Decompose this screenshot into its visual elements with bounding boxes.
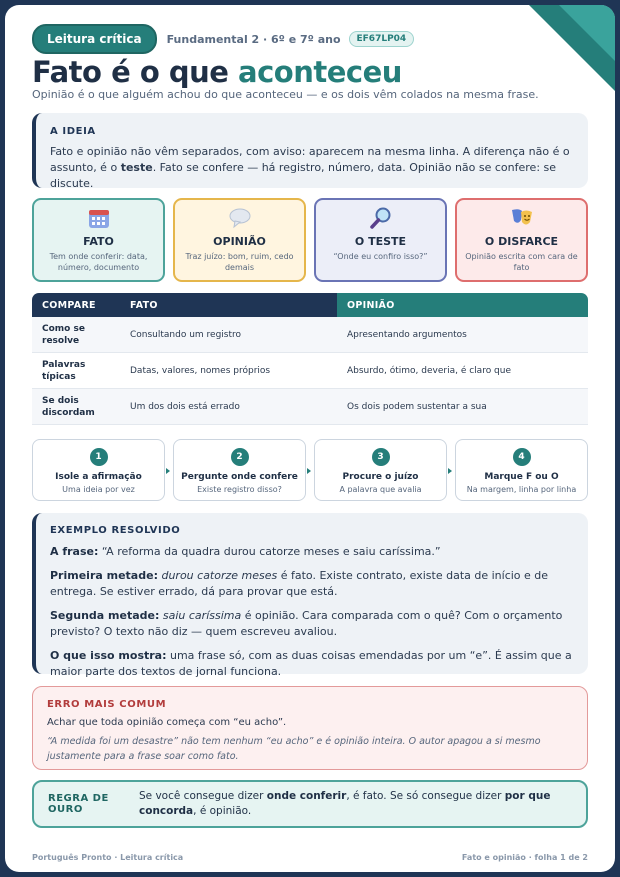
error-quote: “A medida foi um desastre” não tem nenhum “eu acho” e é opinião inteira. O autor apagou a si mesmo justamente para a frase soar como fato. — [47, 736, 541, 762]
title-accent: aconteceu — [238, 55, 402, 89]
table-row — [32, 317, 588, 353]
example-lead: Primeira metade: — [50, 569, 158, 582]
card-desc: Traz juízo: bom, ruim, cedo demais — [185, 252, 294, 272]
arrow-icon — [166, 468, 170, 474]
step-card — [455, 439, 588, 501]
calendar-icon — [34, 207, 163, 231]
comparison-table — [32, 293, 588, 425]
step-card — [32, 439, 165, 501]
card-title: OPINIÃO — [213, 235, 266, 248]
concept-cards — [32, 198, 588, 282]
idea-text-1: Fato e opinião não vêm separados, com aviso: aparecem na mesma linha. A diferença não é o assunto, é o — [50, 145, 570, 174]
steps-row — [32, 439, 588, 501]
card-desc: Opinião escrita com cara de fato — [465, 252, 578, 272]
step-number: 1 — [90, 448, 108, 466]
idea-box — [32, 113, 588, 188]
example-box — [32, 513, 588, 678]
golden-rule-box — [32, 780, 588, 828]
arrow-icon — [307, 468, 311, 474]
example-text: é fato. Existe contrato, existe data de início e de entrega. Se estiver errado, dá para provar que está. — [50, 569, 549, 598]
rule-bold-2: por que concorda — [139, 790, 551, 817]
step-number: 2 — [231, 448, 249, 466]
footer-left: Português Pronto · Leitura crítica — [32, 853, 184, 862]
cell-opiniao: Apresentando argumentos — [347, 329, 467, 340]
error-label: ERRO MAIS COMUM — [47, 699, 167, 710]
rule-label: REGRA DE OURO — [48, 793, 109, 815]
cell-fato: Datas, valores, nomes próprios — [130, 365, 271, 376]
grade-label: Fundamental 2 · 6º e 7º ano — [166, 32, 341, 46]
skill-code-badge: EF67LP04 — [349, 31, 415, 47]
example-italic: durou catorze meses — [161, 569, 278, 582]
title-part-1: Fato é o que — [32, 55, 239, 89]
header — [32, 25, 595, 53]
rule-text-2: , é fato. Se só consegue dizer — [346, 790, 505, 802]
row-label: Palavras típicas — [42, 359, 86, 382]
cell-opiniao: Os dois podem sustentar a sua — [347, 401, 487, 412]
cell-fato: Consultando um registro — [130, 329, 242, 340]
page-title — [32, 55, 402, 89]
idea-text — [50, 144, 574, 192]
table-header — [32, 293, 588, 317]
card-desc: “Onde eu confiro isso?” — [333, 252, 428, 261]
card-title: O DISFARCE — [484, 235, 559, 248]
idea-text-bold: teste — [120, 161, 153, 174]
speech-bubble-icon — [175, 207, 304, 231]
row-label: Como se resolve — [42, 323, 85, 346]
step-card — [314, 439, 447, 501]
example-paragraph — [50, 568, 574, 600]
example-lead: Segunda metade: — [50, 609, 160, 622]
cell-opiniao: Absurdo, ótimo, deveria, é claro que — [347, 365, 512, 376]
idea-label: A IDEIA — [50, 126, 96, 137]
page-subtitle: Opinião é o que alguém achou do que aconteceu — e os dois vêm colados na mesma frase. — [32, 88, 539, 101]
step-title: Pergunte onde confere — [181, 472, 298, 482]
theater-masks-icon — [457, 207, 586, 231]
example-lead: O que isso mostra: — [50, 649, 167, 662]
rule-text-1: Se você consegue dizer — [139, 790, 267, 802]
header-compare: COMPARE — [32, 293, 120, 317]
header-opiniao: OPINIÃO — [337, 293, 588, 317]
card-teste — [314, 198, 447, 282]
header-fato: FATO — [120, 293, 337, 317]
example-text: é opinião. Cara comparada com o quê? Com o orçamento previsto? O texto não diz — quem escreveu avaliou. — [50, 609, 563, 638]
footer-right: Fato e opinião · folha 1 de 2 — [461, 853, 588, 862]
card-opiniao — [173, 198, 306, 282]
rule-text — [139, 789, 586, 819]
idea-text-2: . Fato se confere — há registro, número, data. Opinião não se confere: se discute. — [50, 161, 557, 190]
example-paragraph — [50, 608, 574, 640]
step-number: 4 — [513, 448, 531, 466]
arrow-icon — [448, 468, 452, 474]
step-title: Marque F ou O — [484, 472, 559, 482]
worksheet-page — [5, 5, 615, 872]
example-text: uma frase só, com as duas coisas emendadas por um “e”. É assim que a maior parte dos textos de jornal funciona. — [50, 649, 572, 678]
rule-bold-1: onde conferir — [266, 790, 347, 802]
card-title: FATO — [83, 235, 114, 248]
footer — [32, 853, 588, 862]
example-paragraph — [50, 544, 574, 560]
card-disfarce — [455, 198, 588, 282]
topic-pill: Leitura crítica — [32, 24, 157, 54]
row-label: Se dois discordam — [42, 395, 95, 418]
common-error-box — [32, 686, 588, 770]
cell-fato: Um dos dois está errado — [130, 401, 240, 412]
step-title: Isole a afirmação — [55, 472, 142, 482]
step-subtitle: Existe registro disso? — [197, 485, 282, 494]
step-subtitle: Na margem, linha por linha — [466, 485, 577, 494]
step-subtitle: A palavra que avalia — [339, 485, 422, 494]
error-text: Achar que toda opinião começa com “eu acho”. — [47, 717, 287, 728]
rule-text-3: , é opinião. — [193, 805, 252, 817]
step-title: Procure o juízo — [342, 472, 419, 482]
card-fato — [32, 198, 165, 282]
magnifier-icon — [316, 207, 445, 231]
step-subtitle: Uma ideia por vez — [62, 485, 135, 494]
example-lead: A frase: — [50, 545, 99, 558]
example-italic: saiu caríssima — [162, 609, 242, 622]
example-paragraph — [50, 648, 574, 680]
table-row — [32, 353, 588, 389]
example-text: “A reforma da quadra durou catorze meses e saiu caríssima.” — [98, 545, 441, 558]
table-row — [32, 389, 588, 425]
step-card — [173, 439, 306, 501]
example-label: EXEMPLO RESOLVIDO — [50, 525, 181, 536]
card-title: O TESTE — [354, 235, 407, 248]
table-body — [32, 317, 588, 425]
step-number: 3 — [372, 448, 390, 466]
card-desc: Tem onde conferir: data, número, documento — [49, 252, 148, 272]
